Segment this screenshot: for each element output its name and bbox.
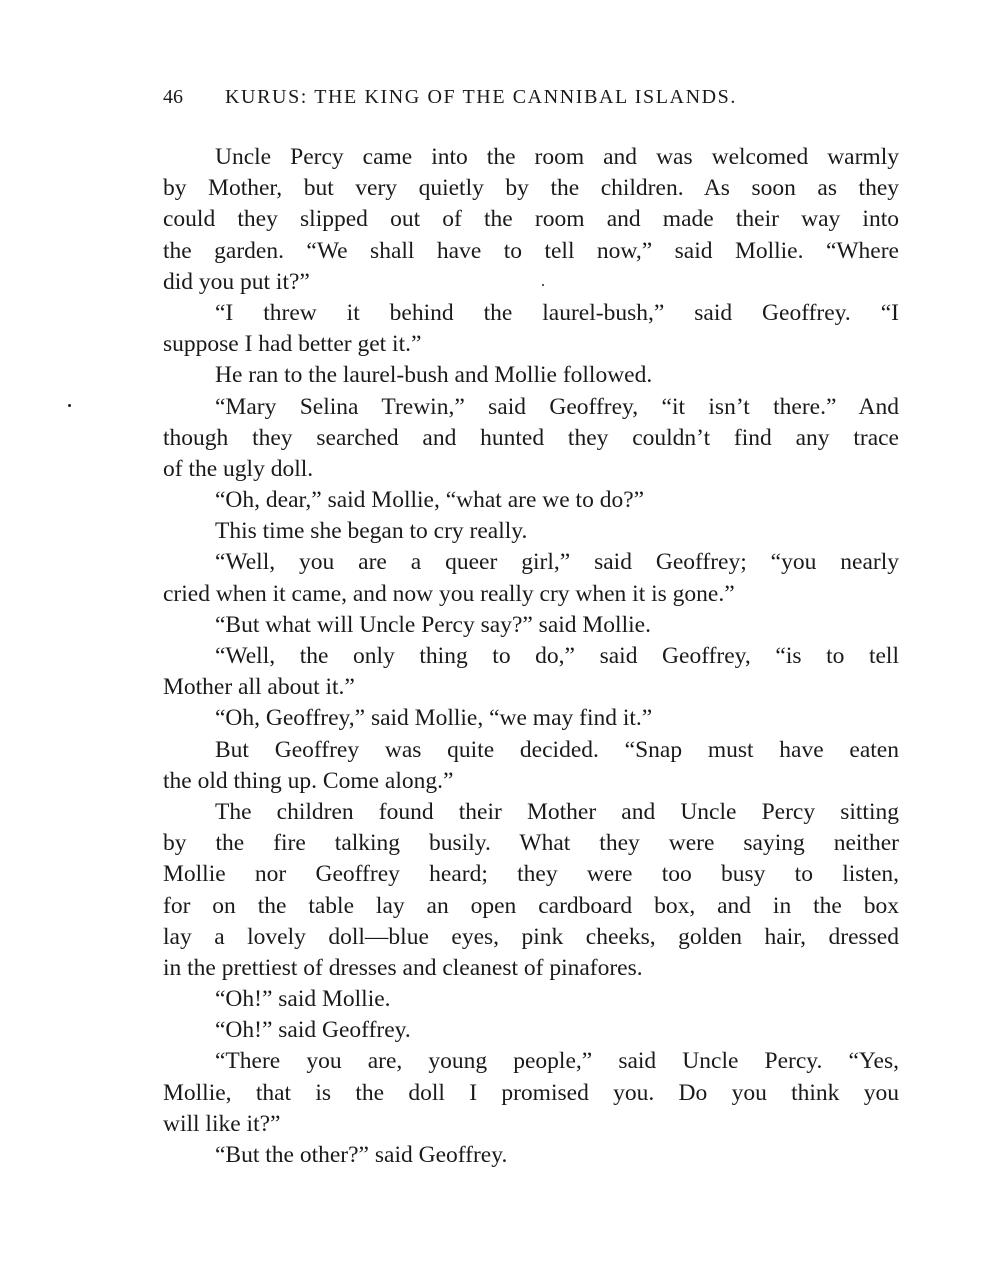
text-line: did you put it?” [163, 268, 310, 295]
text-line: He ran to the laurel-bush and Mollie followed. [215, 362, 653, 389]
text-line: Mollie, that is the doll I promised you. Do you think you [163, 1079, 899, 1106]
text-line: “But what will Uncle Percy say?” said Mollie. [215, 611, 651, 638]
text-line: Mother all about it.” [163, 674, 355, 701]
text-line: Uncle Percy came into the room and was welcomed warmly [215, 144, 899, 170]
text-line: “Well, you are a queer girl,” said Geoffrey; “you nearly [215, 549, 899, 576]
running-title: KURUS: THE KING OF THE CANNIBAL ISLANDS. [225, 86, 737, 108]
text-line: “Oh!” said Geoffrey. [215, 1017, 411, 1044]
text-line: “There you are, young people,” said Uncle Percy. “Yes, [215, 1048, 899, 1075]
text-line: will like it?” [163, 1110, 281, 1137]
running-head [163, 86, 843, 116]
text-line: “Oh, Geoffrey,” said Mollie, “we may find it.” [215, 705, 653, 732]
text-line: But Geoffrey was quite decided. “Snap must have eaten [215, 736, 899, 763]
text-line: “Oh, dear,” said Mollie, “what are we to do?” [215, 487, 645, 514]
text-line: the garden. “We shall have to tell now,” said Mollie. “Where [163, 237, 899, 264]
text-line: though they searched and hunted they couldn’t find any trace [163, 424, 899, 451]
text-line: of the ugly doll. [163, 455, 314, 482]
text-line: could they slipped out of the room and made their way into [163, 206, 899, 233]
print-speck [68, 404, 71, 407]
text-line: “But the other?” said Geoffrey. [215, 1142, 508, 1168]
print-speck [542, 284, 544, 286]
text-line: “Mary Selina Trewin,” said Geoffrey, “it isn’t there.” And [215, 393, 899, 420]
text-line: cried when it came, and now you really cry when it is gone.” [163, 580, 735, 607]
text-line: lay a lovely doll—blue eyes, pink cheeks, golden hair, dressed [163, 923, 899, 950]
page-number: 46 [163, 86, 183, 108]
text-line: in the prettiest of dresses and cleanest of pinafores. [163, 954, 643, 981]
text-line: by the fire talking busily. What they were saying neither [163, 830, 899, 857]
text-line: the old thing up. Come along.” [163, 767, 454, 794]
text-line: suppose I had better get it.” [163, 331, 422, 358]
text-line: “Well, the only thing to do,” said Geoffrey, “is to tell [215, 643, 899, 669]
body-text [163, 142, 899, 1171]
text-line: “I threw it behind the laurel-bush,” said Geoffrey. “I [215, 299, 899, 326]
text-line: Mollie nor Geoffrey heard; they were too busy to listen, [163, 861, 899, 888]
text-line: “Oh!” said Mollie. [215, 986, 391, 1013]
text-line: This time she began to cry really. [215, 518, 528, 545]
text-line: for on the table lay an open cardboard box, and in the box [163, 892, 899, 919]
text-line: by Mother, but very quietly by the children. As soon as they [163, 175, 899, 202]
text-line: The children found their Mother and Uncle Percy sitting [215, 798, 899, 825]
